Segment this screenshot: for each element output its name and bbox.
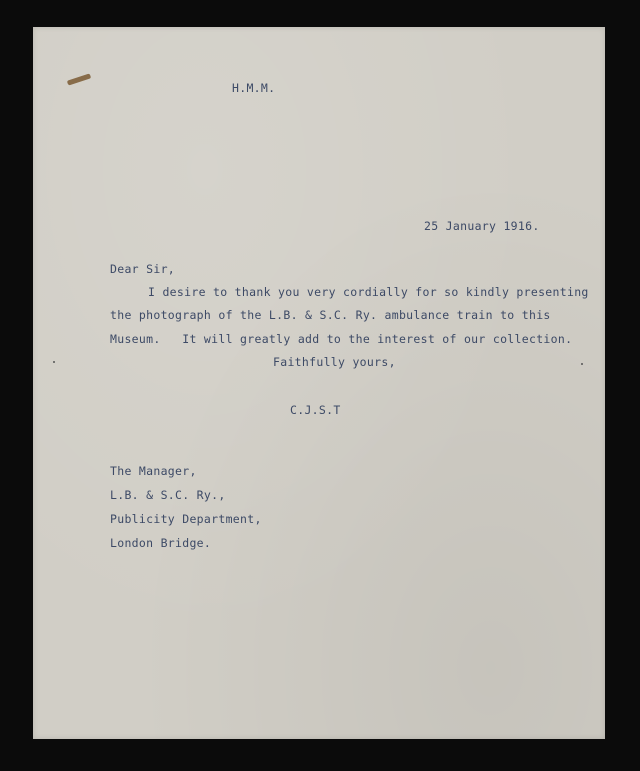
body-line: I desire to thank you very cordially for so kindly presenting bbox=[148, 285, 589, 299]
signature-initials: C.J.S.T bbox=[290, 403, 341, 417]
letter-page bbox=[33, 27, 605, 739]
header-initials: H.M.M. bbox=[232, 81, 276, 95]
letter-date: 25 January 1916. bbox=[424, 219, 540, 233]
body-line: the photograph of the L.B. & S.C. Ry. ambulance train to this bbox=[110, 308, 551, 322]
address-line: L.B. & S.C. Ry., bbox=[110, 488, 226, 502]
salutation: Dear Sir, bbox=[110, 262, 176, 276]
closing: Faithfully yours, bbox=[273, 355, 396, 369]
paper-speck bbox=[581, 363, 583, 365]
address-line: London Bridge. bbox=[110, 536, 212, 550]
paper-stain bbox=[67, 73, 91, 85]
body-line: Museum. It will greatly add to the interest of our collection. bbox=[110, 332, 573, 346]
address-line: Publicity Department, bbox=[110, 512, 262, 526]
paper-speck bbox=[53, 361, 55, 363]
address-line: The Manager, bbox=[110, 464, 197, 478]
